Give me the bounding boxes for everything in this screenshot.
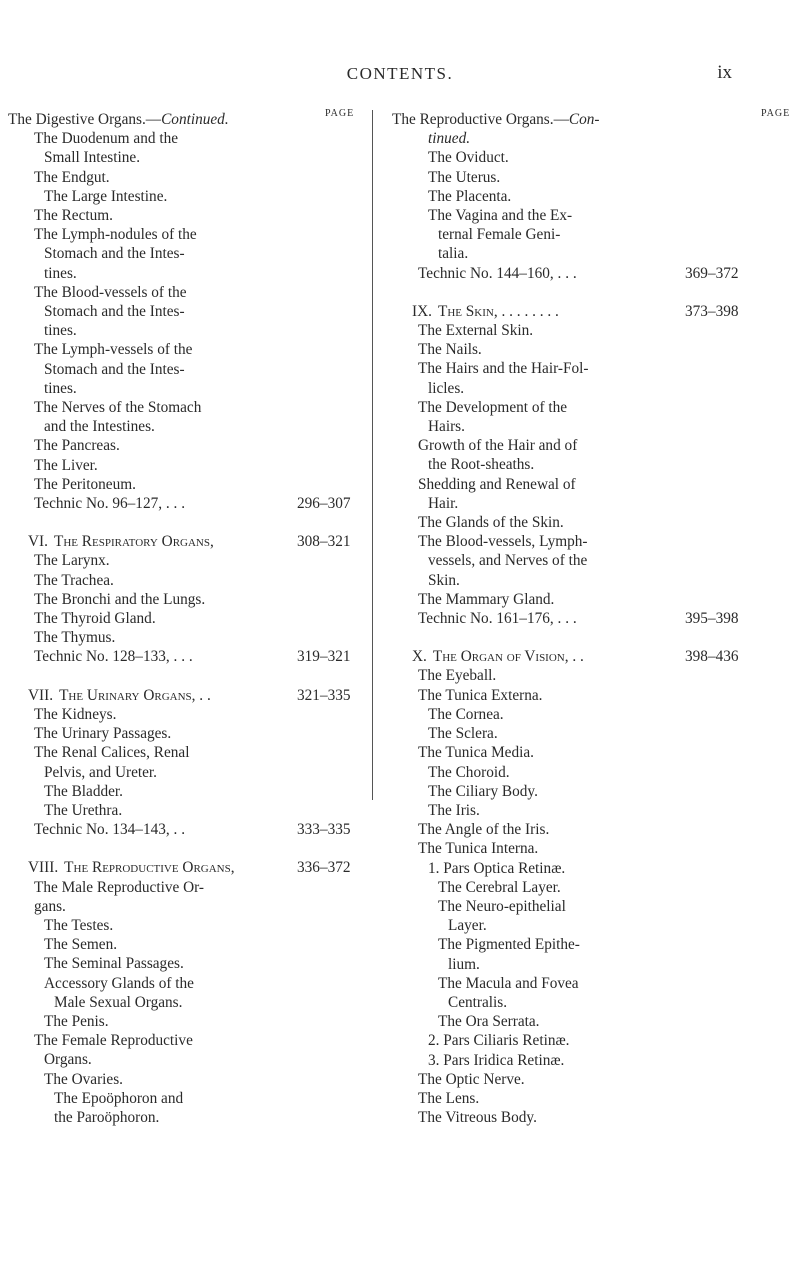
toc-entry <box>8 1108 372 1127</box>
toc-entry <box>392 340 800 359</box>
entry-text: The Epoöphoron and <box>54 1089 184 1107</box>
entry-text: The Pancreas. <box>34 437 120 455</box>
toc-entry <box>8 456 372 475</box>
entry-text: The Respiratory Organs, <box>53 533 214 551</box>
toc-entry <box>392 455 800 474</box>
entry-text: The Trachea. <box>34 571 114 589</box>
toc-entry <box>8 724 372 743</box>
toc-entry <box>8 283 372 302</box>
entry-text: The Neuro-epithelial <box>438 897 566 915</box>
entry-text: The Glands of the Skin. <box>418 514 564 532</box>
entry-text: The Mammary Gland. <box>418 590 555 608</box>
entry-text: Technic No. 134–143, . . <box>34 821 186 839</box>
entry-text: The Ciliary Body. <box>428 782 538 800</box>
toc-chapter-entry <box>8 858 372 877</box>
toc-entry <box>392 782 800 801</box>
entry-text: The External Skin. <box>418 322 534 340</box>
entry-text: The Thyroid Gland. <box>34 610 156 628</box>
entry-text: The Male Reproductive Or- <box>34 878 205 896</box>
entry-text: The Angle of the Iris. <box>418 821 550 839</box>
entry-text: Male Sexual Organs. <box>54 993 183 1011</box>
entry-text: the Paroöphoron. <box>54 1108 160 1126</box>
entry-text: The Blood-vessels, Lymph- <box>418 533 588 551</box>
toc-entry <box>8 1070 372 1089</box>
page-range: 369–372 <box>685 264 739 282</box>
entry-text: The Placenta. <box>428 187 512 205</box>
entry-text: The Cerebral Layer. <box>438 878 561 896</box>
toc-entry <box>8 974 372 993</box>
toc-entry <box>392 1089 800 1108</box>
entry-text: The Thymus. <box>34 629 116 647</box>
toc-entry <box>392 1012 800 1031</box>
toc-entry <box>8 1031 372 1050</box>
toc-entry <box>392 417 800 436</box>
entry-text: The Sclera. <box>428 725 498 743</box>
toc-entry <box>8 1012 372 1031</box>
toc-entry <box>8 436 372 455</box>
toc-entry <box>8 993 372 1012</box>
page-column-heading: PAGE <box>761 108 791 119</box>
entry-text: The Tunica Media. <box>418 744 534 762</box>
page-range: 319–321 <box>297 648 351 666</box>
toc-entry <box>392 590 800 609</box>
toc-entry <box>392 993 800 1012</box>
entry-text: The Large Intestine. <box>44 187 168 205</box>
chapter-numeral: VII. <box>28 686 54 704</box>
page-range: 296–307 <box>297 495 351 513</box>
toc-entry <box>8 129 372 148</box>
toc-entry <box>392 1108 800 1127</box>
page-range: 373–398 <box>685 302 739 320</box>
toc-entry <box>8 897 372 916</box>
entry-text: and the Intestines. <box>44 418 155 436</box>
entry-text: tines. <box>44 379 77 397</box>
toc-entry <box>392 148 800 167</box>
toc-entry <box>8 206 372 225</box>
entry-text: The Reproductive Organs, <box>64 859 235 877</box>
entry-text: The Vitreous Body. <box>418 1109 537 1127</box>
toc-entry <box>8 782 372 801</box>
toc-entry <box>392 724 800 743</box>
column-divider <box>372 110 373 800</box>
toc-entry <box>392 859 800 878</box>
entry-text: The Vagina and the Ex- <box>428 207 573 225</box>
toc-entry <box>392 571 800 590</box>
toc-entry <box>392 1051 800 1070</box>
entry-text: ternal Female Geni- <box>438 226 561 244</box>
toc-entry <box>392 187 800 206</box>
entry-text: Technic No. 144–160, . . . <box>418 264 577 282</box>
toc-entry <box>392 609 800 628</box>
toc-entry <box>8 609 372 628</box>
entry-text: The Tunica Externa. <box>418 686 543 704</box>
entry-text: The Urinary Organs, . . <box>59 686 211 704</box>
entry-text: Technic No. 161–176, . . . <box>418 610 577 628</box>
entry-text: 1. Pars Optica Retinæ. <box>428 859 566 877</box>
entry-text: tines. <box>44 264 77 282</box>
entry-text: The Blood-vessels of the <box>34 283 187 301</box>
entry-text: The Choroid. <box>428 763 510 781</box>
toc-entry <box>8 935 372 954</box>
toc-entry <box>8 1050 372 1069</box>
entry-text: The Endgut. <box>34 168 110 186</box>
toc-entry <box>392 475 800 494</box>
entry-text: The Rectum. <box>34 207 114 225</box>
toc-chapter-entry <box>392 647 800 666</box>
toc-entry <box>8 705 372 724</box>
entry-text: The Lymph-nodules of the <box>34 226 197 244</box>
toc-entry <box>8 168 372 187</box>
entry-text: The Oviduct. <box>428 149 509 167</box>
entry-text: The Hairs and the Hair-Fol- <box>418 360 589 378</box>
entry-text: The Larynx. <box>34 552 110 570</box>
entry-text: The Ovaries. <box>44 1070 124 1088</box>
toc-entry <box>8 187 372 206</box>
chapter-numeral: X. <box>412 648 427 666</box>
toc-left-column <box>8 110 372 1127</box>
toc-entry <box>8 647 372 666</box>
entry-text: The Penis. <box>44 1012 109 1030</box>
entry-text: The Semen. <box>44 936 118 954</box>
toc-entry <box>392 379 800 398</box>
toc-entry <box>392 129 800 148</box>
entry-text: The Development of the <box>418 398 568 416</box>
page-number: ix <box>717 62 732 83</box>
entry-text: The Nerves of the Stomach <box>34 399 202 417</box>
entry-text: The Female Reproductive <box>34 1032 193 1050</box>
entry-text: Hairs. <box>428 418 465 436</box>
toc-entry <box>392 705 800 724</box>
entry-text: The Bladder. <box>44 782 124 800</box>
chapter-numeral: VI. <box>28 533 48 551</box>
toc-entry <box>392 206 800 225</box>
page-column-heading: PAGE <box>325 108 355 119</box>
entry-text: The Skin, . . . . . . . . <box>437 302 559 320</box>
toc-entry <box>392 225 800 244</box>
toc-entry <box>392 359 800 378</box>
toc-entry <box>8 360 372 379</box>
toc-entry <box>8 264 372 283</box>
entry-text: The Reproductive Organs.— <box>392 111 569 128</box>
toc-entry <box>8 916 372 935</box>
entry-text: gans. <box>34 897 66 915</box>
entry-italic-text: Continued. <box>161 111 229 128</box>
entry-italic-text: Con- <box>568 111 600 128</box>
entry-text: The Cornea. <box>428 705 504 723</box>
page-range: 398–436 <box>685 648 739 666</box>
entry-text: 2. Pars Ciliaris Retinæ. <box>428 1032 570 1050</box>
entry-text: Organs. <box>44 1051 92 1069</box>
entry-text: Skin. <box>428 571 460 589</box>
entry-text: Stomach and the Intes- <box>44 245 185 263</box>
toc-entry <box>8 628 372 647</box>
toc-entry <box>392 935 800 954</box>
entry-text: The Iris. <box>428 801 480 819</box>
toc-entry <box>8 590 372 609</box>
entry-text: The Pigmented Epithe- <box>438 936 580 954</box>
toc-entry <box>392 820 800 839</box>
entry-text: tines. <box>44 322 77 340</box>
entry-text: licles. <box>428 379 465 397</box>
entry-text: Technic No. 96–127, . . . <box>34 495 186 513</box>
toc-entry <box>8 244 372 263</box>
toc-entry <box>392 974 800 993</box>
entry-text: The Organ of Vision, . . <box>432 648 584 666</box>
toc-entry <box>8 110 372 129</box>
toc-entry <box>392 168 800 187</box>
toc-entry <box>392 513 800 532</box>
toc-entry <box>392 532 800 551</box>
entry-text: lium. <box>448 955 480 973</box>
entry-text: The Tunica Interna. <box>418 840 539 858</box>
toc-entry <box>392 494 800 513</box>
toc-entry <box>8 494 372 513</box>
entry-text: The Eyeball. <box>418 667 497 685</box>
entry-text: Shedding and Renewal of <box>418 475 576 493</box>
page-range: 321–335 <box>297 686 351 704</box>
entry-italic-text: tinued. <box>428 130 471 148</box>
entry-text: Hair. <box>428 494 459 512</box>
toc-entry <box>8 321 372 340</box>
toc-entry <box>8 475 372 494</box>
toc-entry <box>392 1070 800 1089</box>
running-head: CONTENTS. <box>346 64 454 83</box>
entry-text: The Duodenum and the <box>34 130 179 148</box>
chapter-numeral: IX. <box>412 302 432 320</box>
entry-text: Pelvis, and Ureter. <box>44 763 158 781</box>
entry-text: The Digestive Organs.— <box>8 111 162 128</box>
toc-entry <box>392 743 800 762</box>
toc-entry <box>8 340 372 359</box>
page-range: 308–321 <box>297 533 351 551</box>
toc-entry <box>392 110 800 129</box>
toc-right-column <box>392 110 800 1127</box>
entry-text: the Root-sheaths. <box>428 456 535 474</box>
entry-text: Centralis. <box>448 993 508 1011</box>
toc-entry <box>8 743 372 762</box>
entry-text: vessels, and Nerves of the <box>428 552 588 570</box>
toc-entry <box>392 763 800 782</box>
toc-entry <box>392 878 800 897</box>
toc-entry <box>392 801 800 820</box>
toc-entry <box>392 1031 800 1050</box>
entry-text: Technic No. 128–133, . . . <box>34 648 193 666</box>
toc-entry <box>8 417 372 436</box>
page-range: 333–335 <box>297 821 351 839</box>
entry-text: The Optic Nerve. <box>418 1070 525 1088</box>
entry-text: The Uterus. <box>428 168 501 186</box>
entry-text: The Renal Calices, Renal <box>34 744 190 762</box>
toc-entry <box>8 820 372 839</box>
entry-text: Stomach and the Intes- <box>44 303 185 321</box>
toc-entry <box>8 801 372 820</box>
entry-text: The Urethra. <box>44 801 123 819</box>
toc-entry <box>392 264 800 283</box>
entry-text: The Peritoneum. <box>34 475 136 493</box>
entry-text: The Seminal Passages. <box>44 955 184 973</box>
entry-text: Accessory Glands of the <box>44 974 194 992</box>
entry-text: Growth of the Hair and of <box>418 437 578 455</box>
toc-entry <box>8 225 372 244</box>
entry-text: 3. Pars Iridica Retinæ. <box>428 1051 565 1069</box>
entry-text: Small Intestine. <box>44 149 141 167</box>
entry-text: talia. <box>438 245 469 263</box>
toc-entry <box>8 763 372 782</box>
entry-text: The Macula and Fovea <box>438 974 579 992</box>
entry-text: Stomach and the Intes- <box>44 360 185 378</box>
toc-entry <box>392 321 800 340</box>
toc-chapter-entry <box>8 532 372 551</box>
entry-text: Layer. <box>448 917 487 935</box>
toc-entry <box>392 244 800 263</box>
entry-text: The Bronchi and the Lungs. <box>34 590 206 608</box>
toc-entry <box>392 955 800 974</box>
toc-entry <box>8 379 372 398</box>
toc-entry <box>8 398 372 417</box>
chapter-numeral: VIII. <box>28 859 59 877</box>
entry-text: The Lens. <box>418 1089 480 1107</box>
toc-entry <box>8 878 372 897</box>
toc-entry <box>392 436 800 455</box>
toc-entry <box>392 666 800 685</box>
page-range: 336–372 <box>297 859 351 877</box>
toc-entry <box>8 571 372 590</box>
entry-text: The Ora Serrata. <box>438 1013 540 1031</box>
entry-text: The Testes. <box>44 916 114 934</box>
toc-entry <box>8 954 372 973</box>
toc-entry <box>392 897 800 916</box>
toc-entry <box>392 398 800 417</box>
toc-entry <box>392 916 800 935</box>
toc-entry <box>392 839 800 858</box>
entry-text: The Urinary Passages. <box>34 725 172 743</box>
page-range: 395–398 <box>685 610 739 628</box>
toc-chapter-entry <box>8 686 372 705</box>
toc-entry <box>392 686 800 705</box>
toc-entry <box>8 1089 372 1108</box>
entry-text: The Nails. <box>418 341 482 359</box>
entry-text: The Lymph-vessels of the <box>34 341 193 359</box>
toc-entry <box>8 302 372 321</box>
toc-chapter-entry <box>392 302 800 321</box>
toc-entry <box>392 551 800 570</box>
toc-entry <box>8 148 372 167</box>
toc-entry <box>8 551 372 570</box>
entry-text: The Kidneys. <box>34 705 117 723</box>
entry-text: The Liver. <box>34 456 98 474</box>
